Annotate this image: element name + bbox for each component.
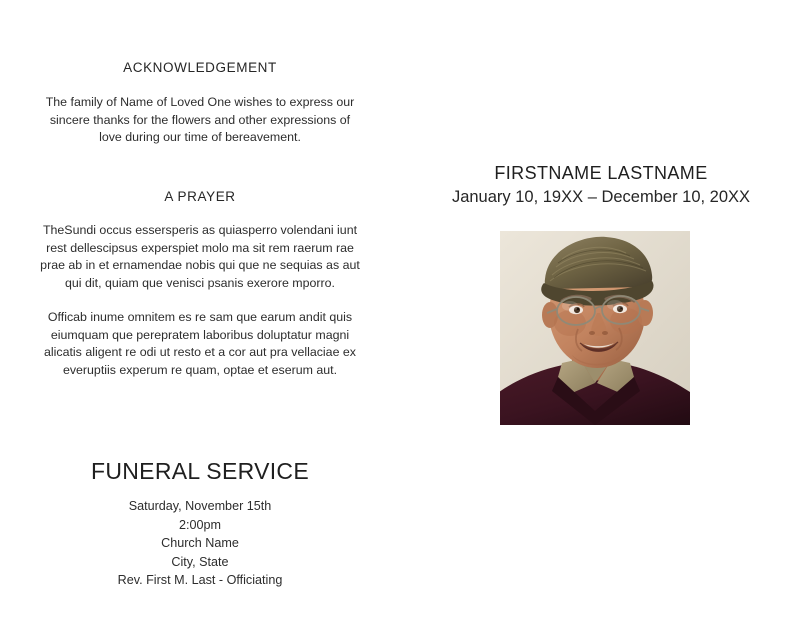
portrait-photo-image [500,231,690,425]
acknowledgement-body-text: The family of Name of Loved One wishes to express our sincere thanks for the flowers and other expressions of love during our time of bereavement. [45,95,355,144]
service-location: City, State [171,554,229,569]
prayer-paragraph-one: TheSundi occus essersperis as quiasperro volendani iunt rest dellescipsus experspiet molo ma sit rem raerum rae prae ab in et ernamendae nobis qui que ne sequias as aut qui dit, quiam que venisci psanis exerore mporro. [40,223,360,290]
memorial-name: FIRSTNAME LASTNAME [494,163,708,183]
prayer-paragraph-two: Officab inume omnitem es re sam que earum andit quis eiumquam que perepratem laboribus doluptatur magni alicatis aligent re odi ut resto et a cor aut pra vellaciae ex everuptiis experum re quam, optae et eserum aut. [44,310,356,377]
acknowledgement-heading: ACKNOWLEDGEMENT [123,60,277,75]
funeral-service-heading: FUNERAL SERVICE [91,458,309,484]
service-officiant: Rev. First M. Last - Officiating [117,573,283,587]
funeral-service-section [40,458,360,590]
service-date: Saturday, November 15th [128,499,272,513]
portrait-photo [500,231,690,425]
right-panel [441,0,761,618]
memorial-dates: January 10, 19XX – December 10, 20XX [451,188,751,206]
service-time: 2:00pm [178,517,221,532]
acknowledgement-section [40,60,360,147]
left-panel [40,0,360,618]
prayer-section [40,189,360,379]
prayer-heading: A PRAYER [164,189,236,204]
service-venue: Church Name [161,536,239,550]
